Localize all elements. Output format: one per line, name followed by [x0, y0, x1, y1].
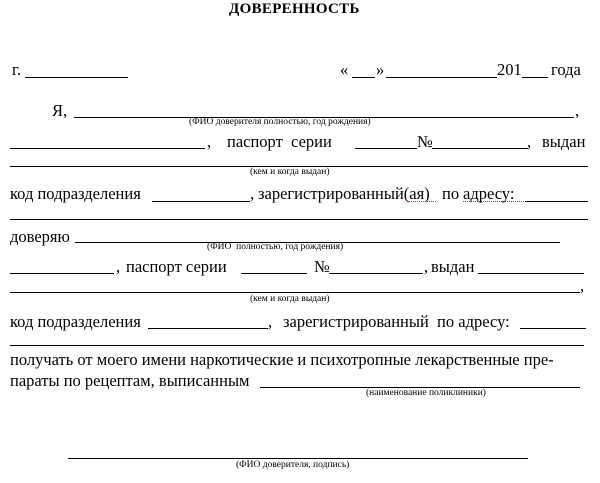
comma: ,: [207, 132, 212, 151]
quote-open: «: [340, 60, 349, 79]
issued-label: выдан: [542, 132, 586, 151]
po-label: по: [442, 184, 460, 203]
spellcheck-underline: [408, 198, 436, 202]
dept-code-label-2: код подразделения: [10, 312, 141, 331]
principal-name-continue-blank[interactable]: [10, 148, 205, 149]
passport-series-label-2: паспорт серии: [126, 257, 227, 276]
caption-principal: (ФИО доверителя полностью, год рождения): [189, 117, 371, 127]
signature-blank[interactable]: [68, 458, 528, 459]
caption-issued-2: (кем и когда выдан): [250, 294, 330, 304]
trust-label: доверяю: [10, 227, 70, 246]
comma: ,: [527, 132, 532, 151]
comma: ,: [575, 101, 580, 120]
address-blank[interactable]: [525, 201, 588, 202]
passport-series-blank[interactable]: [355, 148, 417, 149]
caption-clinic: (наименование поликлиники): [366, 388, 486, 398]
purpose-text-line-1: получать от моего имени наркотические и психотропные лекарственные пре-: [10, 350, 554, 369]
issued-by-blank-2[interactable]: [10, 292, 580, 293]
comma: ,: [580, 276, 585, 295]
address-label: адресу:: [463, 184, 515, 203]
number-sign: №: [417, 132, 433, 151]
dept-code-blank[interactable]: [152, 201, 250, 202]
purpose-text-line-2: параты по рецептам, выписанным: [10, 371, 250, 390]
passport-series-blank-2[interactable]: [241, 273, 307, 274]
caption-agent: (ФИО полностью, год рождения): [207, 242, 344, 252]
ya-label: Я,: [52, 101, 68, 120]
city-blank[interactable]: [25, 77, 128, 78]
address-continue-blank-2[interactable]: [10, 345, 584, 346]
year-prefix: 201: [497, 60, 522, 79]
passport-number-blank[interactable]: [432, 148, 528, 149]
passport-number-blank-2[interactable]: [329, 273, 423, 274]
grammar-underline: [463, 198, 528, 202]
address-blank-2[interactable]: [520, 328, 586, 329]
city-label: г.: [12, 60, 22, 79]
year-suffix: года: [551, 60, 581, 79]
number-sign-2: №: [314, 257, 330, 276]
dept-code-label: код подразделения: [10, 184, 141, 203]
document-title: ДОВЕРЕННОСТЬ: [229, 1, 360, 17]
quote-close: »: [376, 60, 385, 79]
dept-code-blank-2[interactable]: [148, 328, 268, 329]
comma: ,: [116, 257, 121, 276]
month-blank[interactable]: [386, 77, 497, 78]
caption-signature: (ФИО доверителя, подпись): [236, 460, 350, 470]
year-blank[interactable]: [522, 77, 548, 78]
comma: ,: [268, 312, 273, 331]
day-blank[interactable]: [352, 77, 375, 78]
caption-issued-1: (кем и когда выдан): [250, 167, 330, 177]
issued-blank-2[interactable]: [478, 273, 584, 274]
issued-label-2: выдан: [431, 257, 475, 276]
comma: ,: [250, 184, 255, 203]
address-continue-blank[interactable]: [10, 219, 588, 220]
comma: ,: [424, 257, 429, 276]
registered-label: зарегистрированный(ая): [258, 184, 430, 203]
registered-label-2: зарегистрированный по адресу:: [283, 312, 510, 331]
passport-series-label: паспорт серии: [227, 132, 332, 151]
agent-name-continue-blank[interactable]: [10, 273, 114, 274]
